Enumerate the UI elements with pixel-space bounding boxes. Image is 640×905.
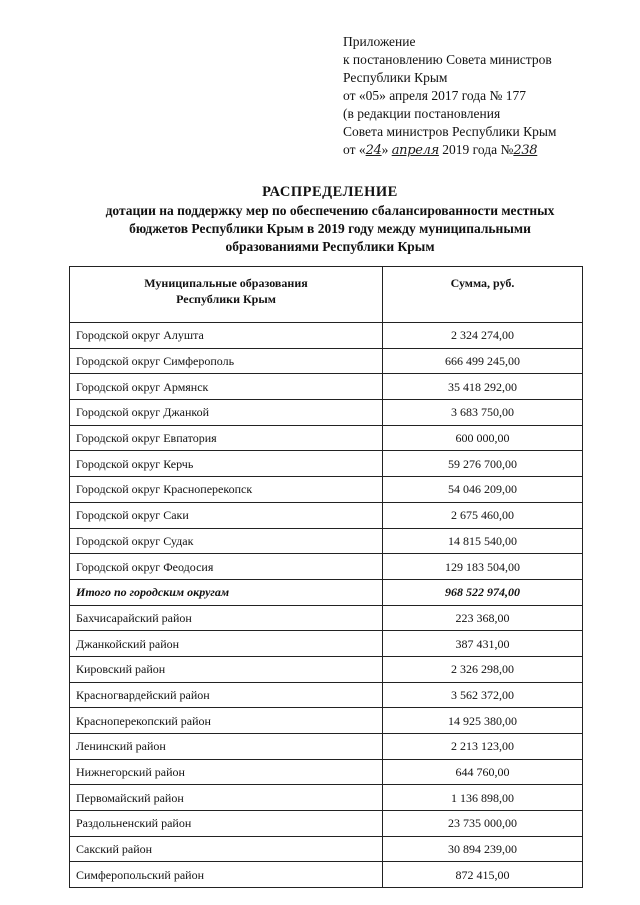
amount-value: 3 683 750,00 — [383, 400, 583, 426]
table-row-total — [70, 579, 583, 605]
table-row — [70, 425, 583, 451]
amount-value: 600 000,00 — [383, 425, 583, 451]
municipality-name: Красногвардейский район — [70, 682, 383, 708]
table-row — [70, 682, 583, 708]
appendix-block — [343, 33, 633, 160]
amount-value: 872 415,00 — [383, 862, 583, 888]
date-prefix: от « — [343, 142, 366, 157]
title-subtitle-line: образованиями Республики Крым — [225, 239, 435, 254]
amount-value: 666 499 245,00 — [383, 348, 583, 374]
table-row — [70, 811, 583, 837]
amount-value: 644 760,00 — [383, 759, 583, 785]
amount-value: 14 925 380,00 — [383, 708, 583, 734]
municipality-name: Городской округ Армянск — [70, 374, 383, 400]
amount-value: 1 136 898,00 — [383, 785, 583, 811]
amount-value: 2 324 274,00 — [383, 323, 583, 349]
amount-value: 54 046 209,00 — [383, 477, 583, 503]
amount-value: 59 276 700,00 — [383, 451, 583, 477]
table-row — [70, 502, 583, 528]
amount-value: 2 213 123,00 — [383, 734, 583, 760]
title-heading: РАСПРЕДЕЛЕНИЕ — [262, 184, 398, 200]
municipality-name: Первомайский район — [70, 785, 383, 811]
municipality-name: Городской округ Алушта — [70, 323, 383, 349]
table-row — [70, 734, 583, 760]
header-municipality-line2: Республики Крым — [176, 292, 276, 306]
distribution-table — [69, 266, 583, 888]
municipality-name: Городской округ Джанкой — [70, 400, 383, 426]
appendix-line: (в редакции постановления — [343, 106, 501, 121]
municipality-name: Городской округ Керчь — [70, 451, 383, 477]
municipality-name: Городской округ Судак — [70, 528, 383, 554]
handwritten-day: 24 — [365, 143, 382, 158]
amount-value: 223 368,00 — [383, 605, 583, 631]
municipality-name: Джанкойский район — [70, 631, 383, 657]
header-municipality — [70, 267, 383, 323]
municipality-name: Симферопольский район — [70, 862, 383, 888]
table-row — [70, 477, 583, 503]
table-row — [70, 374, 583, 400]
table-row — [70, 656, 583, 682]
amount-value: 30 894 239,00 — [383, 836, 583, 862]
document-title — [60, 183, 600, 255]
date-middle: » — [381, 142, 389, 157]
appendix-line: Республики Крым — [343, 70, 448, 85]
table-body — [70, 323, 583, 888]
table-header-row — [70, 267, 583, 323]
header-municipality-line1: Муниципальные образования — [144, 276, 308, 290]
table-row — [70, 554, 583, 580]
amount-value: 3 562 372,00 — [383, 682, 583, 708]
municipality-name: Ленинский район — [70, 734, 383, 760]
amount-value: 968 522 974,00 — [383, 579, 583, 605]
municipality-name: Итого по городским округам — [70, 579, 383, 605]
appendix-line: Приложение — [343, 34, 416, 49]
appendix-date-line — [343, 141, 633, 160]
appendix-line: Совета министров Республики Крым — [343, 124, 557, 139]
municipality-name: Городской округ Саки — [70, 502, 383, 528]
date-year: 2019 года № — [442, 142, 514, 157]
municipality-name: Кировский район — [70, 656, 383, 682]
amount-value: 129 183 504,00 — [383, 554, 583, 580]
municipality-name: Сакский район — [70, 836, 383, 862]
amount-value: 35 418 292,00 — [383, 374, 583, 400]
amount-value: 14 815 540,00 — [383, 528, 583, 554]
table-row — [70, 759, 583, 785]
amount-value: 2 675 460,00 — [383, 502, 583, 528]
title-subtitle-line: бюджетов Республики Крым в 2019 году между муниципальными — [129, 221, 531, 236]
handwritten-number: 238 — [513, 143, 538, 158]
table-row — [70, 605, 583, 631]
table-row — [70, 862, 583, 888]
handwritten-month: апреля — [391, 143, 439, 158]
appendix-line: от «05» апреля 2017 года № 177 — [343, 88, 527, 103]
amount-value: 2 326 298,00 — [383, 656, 583, 682]
title-subtitle-line: дотации на поддержку мер по обеспечению сбалансированности местных — [105, 203, 555, 218]
table-row — [70, 451, 583, 477]
table-row — [70, 528, 583, 554]
municipality-name: Красноперекопский район — [70, 708, 383, 734]
municipality-name: Раздольненский район — [70, 811, 383, 837]
table-row — [70, 708, 583, 734]
header-sum: Сумма, руб. — [383, 267, 583, 323]
municipality-name: Бахчисарайский район — [70, 605, 383, 631]
municipality-name: Городской округ Симферополь — [70, 348, 383, 374]
amount-value: 387 431,00 — [383, 631, 583, 657]
amount-value: 23 735 000,00 — [383, 811, 583, 837]
table-row — [70, 348, 583, 374]
table-row — [70, 323, 583, 349]
municipality-name: Городской округ Евпатория — [70, 425, 383, 451]
appendix-line: к постановлению Совета министров — [343, 52, 552, 67]
table-row — [70, 836, 583, 862]
table-row — [70, 785, 583, 811]
municipality-name: Городской округ Феодосия — [70, 554, 383, 580]
municipality-name: Нижнегорский район — [70, 759, 383, 785]
municipality-name: Городской округ Красноперекопск — [70, 477, 383, 503]
table-row — [70, 631, 583, 657]
table-row — [70, 400, 583, 426]
